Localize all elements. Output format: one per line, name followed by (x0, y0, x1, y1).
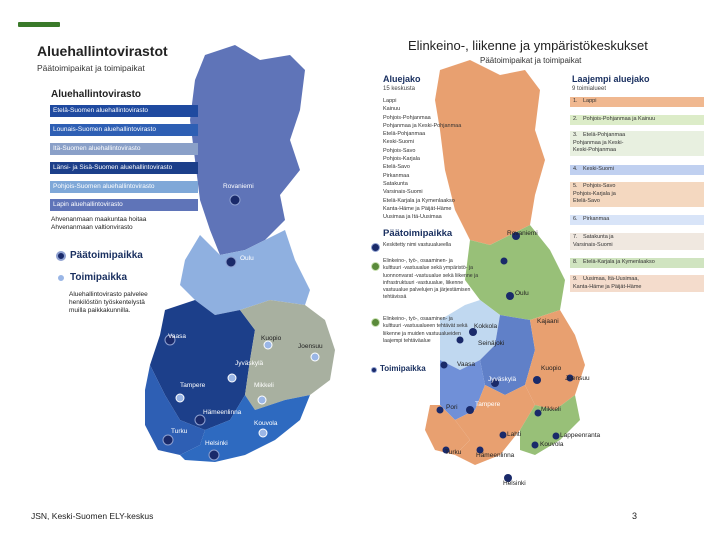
ely-main-desc1: Keskitetty nimi vastuualueella (383, 242, 452, 248)
ely-region-item: Keski-Suomi (383, 139, 414, 146)
ely-region-item: Lappi (383, 98, 397, 104)
ely-area-box (570, 233, 704, 250)
ely-region-item: Varsinais-Suomi (383, 189, 423, 196)
city-ely: Vaasa (457, 361, 475, 368)
city-mikkeli: Mikkeli (254, 382, 274, 389)
ely-legend-main: Päätoimipaikka (383, 228, 453, 239)
ely-branch-dot (371, 367, 377, 373)
ely-area-box (570, 165, 704, 175)
ely-area-box (570, 275, 704, 292)
ely-area-box (570, 215, 704, 225)
city-helsinki: Helsinki (205, 440, 228, 447)
ely-col2-heading: Laajempi aluejako (572, 74, 650, 84)
avi-subtitle: Päätoimipaikat ja toimipaikat (37, 63, 145, 73)
ely-area-text: Pohjois-Pohjanmaa ja Kainuu (583, 116, 656, 122)
ely-region-item: Pohjois-Savo (383, 147, 416, 154)
city-ely: Joensuu (565, 375, 590, 382)
ely-region-item: Satakunta (383, 180, 408, 187)
ely-area-text: Lappi (583, 98, 597, 104)
ely-col2-sub: 9 toimialueet (572, 86, 607, 92)
city-turku: Turku (171, 428, 188, 435)
avi-list-heading: Aluehallintovirasto (51, 89, 142, 100)
ely-region-item: Etelä-Karjala ja Kymenlaakso (383, 197, 455, 204)
city-rovaniemi: Rovaniemi (223, 183, 254, 190)
ely-area-box (570, 97, 704, 107)
avi-item-pohjois: Pohjois-Suomen aluehallintovirasto (50, 181, 198, 193)
ely-area-text: Pohjois-Savo Pohjois-Karjala ja Etelä-Savo (573, 183, 616, 204)
city-tampere: Tampere (180, 382, 206, 389)
ely-area-box (570, 182, 704, 207)
ely-region-item: Uusimaa ja Itä-Uusimaa (383, 214, 442, 221)
ely-region-item: Pirkanmaa (383, 172, 410, 179)
ely-title: Elinkeino-, liikenne ja ympäristökeskukset (408, 38, 648, 53)
region-ita (240, 300, 335, 410)
city-hameenlinna: Hämeenlinna (203, 409, 242, 416)
ely-area-num: 2. (573, 116, 578, 122)
ely-area-num: 1. (573, 98, 578, 104)
ely-area-num: 5. (573, 183, 578, 189)
avi-branch-dot (56, 273, 66, 283)
ely-col1-heading: Aluejako (383, 74, 421, 84)
ely-area-text: Keski-Suomi (583, 166, 614, 172)
avi-item-lappi: Lapin aluehallintovirasto (50, 199, 198, 211)
city-ely: Seinäjoki (478, 340, 505, 347)
ely-region-item: Pohjanmaa ja Keski-Pohjanmaa (383, 122, 462, 129)
ely-area-text: Pirkanmaa (583, 216, 610, 222)
ely-area-text: Etelä-Karjala ja Kymenlaakso (583, 259, 655, 265)
avi-title: Aluehallintovirastot (37, 43, 168, 59)
avi-main-office-dot (56, 251, 66, 261)
city-ely: Kuopio (541, 365, 562, 372)
ely-area-box (570, 131, 704, 156)
avi-item-lounais: Lounais-Suomen aluehallintovirasto (50, 124, 198, 136)
ely-region-item: Pohjois-Karjala (383, 156, 420, 163)
page-number: 3 (632, 511, 638, 521)
city-jyvaskyla: Jyväskylä (235, 360, 264, 367)
city-kuopio: Kuopio (261, 335, 282, 342)
city-ely: Kouvola (540, 441, 564, 448)
city-ely: Turku (445, 449, 462, 456)
ely-region-item: Pohjois-Pohjanmaa (383, 114, 431, 121)
city-ely: Jyväskylä (488, 376, 517, 383)
ely-main-desc2: Elinkeino-, työ-, osaaminen- ja kulttuuri -vastuualue sekä ympäristö- ja luonnonvarat -vastuualue sekä liikenne ja infrastruktuuri -vastuualue, liikenne vastuualue palvelujen ja järjestämisen tehtävissä (383, 258, 479, 301)
ely-area-box (570, 258, 704, 268)
city-ely: Oulu (515, 290, 529, 297)
ely-main-dot (371, 243, 380, 252)
city-ely: Lahti (507, 431, 522, 438)
city-ely: Kokkola (474, 323, 498, 330)
city-ely: Hämeenlinna (476, 452, 515, 459)
ely-legend-branch: Toimipaikka (380, 364, 426, 373)
ely-region-list (383, 97, 461, 221)
city-ely: Kajaani (537, 318, 559, 325)
ely-area-num: 3. (573, 132, 578, 138)
city-vaasa: Vaasa (168, 333, 186, 340)
city-ely: Tampere (475, 401, 501, 408)
ely-green-dot (371, 262, 380, 271)
ely-region-item: Etelä-Savo (383, 164, 410, 171)
ely-subtitle: Päätoimipaikat ja toimipaikat (480, 56, 582, 65)
city-ely: Pori (446, 404, 458, 411)
avi-item-etela: Etelä-Suomen aluehallintovirasto (50, 105, 198, 117)
avi-item-lansi: Länsi- ja Sisä-Suomen aluehallintovirasto (50, 162, 198, 174)
city-ely: Rovaniemi (507, 230, 538, 237)
footer-source: JSN, Keski-Suomen ELY-keskus (31, 511, 154, 521)
ely-area-text: Uusimaa, Itä-Uusimaa, Kanta-Häme ja Päijät-Häme (573, 276, 642, 290)
city-joensuu: Joensuu (298, 343, 323, 350)
ely-area-num: 6. (573, 216, 578, 222)
avi-note-service: Aluehallintovirasto palvelee henkilöstön työskentelystä muilla paikkakunnilla. (69, 291, 148, 314)
ely-area-num: 9. (573, 276, 578, 282)
avi-note-ahvenanmaa: Ahvenanmaan maakuntaa hoitaa Ahvenanmaan valtionvirasto (51, 216, 147, 231)
ely-green-dot (371, 318, 380, 327)
avi-legend-main: Päätoimipaikka (70, 250, 143, 261)
ely-area-box (570, 115, 704, 125)
ely-col1-sub: 15 keskusta (383, 86, 416, 92)
ely-area-num: 4. (573, 166, 578, 172)
ely-region-item: Etelä-Pohjanmaa (383, 131, 426, 138)
ely-area-text: Satakunta ja Varsinais-Suomi (573, 234, 614, 248)
avi-legend-branch: Toimipaikka (70, 272, 128, 283)
ely-area-num: 8. (573, 259, 578, 265)
ely-area-text: Etelä-Pohjanmaa Pohjanmaa ja Keski- Keski-Pohjanmaa (573, 132, 626, 153)
city-oulu: Oulu (240, 255, 254, 262)
ely-area-num: 7. (573, 234, 578, 240)
ely-region-item: Kainuu (383, 106, 401, 113)
region-ely-savo (525, 310, 585, 410)
city-ely: Helsinki (503, 480, 526, 487)
ely-main-desc3: Elinkeino-, työ-, osaaminen- ja kulttuuri -vastuualueen tehtävät sekä liikenne ja muiden vastuualueiden laajempi tehtäväalue (383, 316, 468, 344)
region-lapland (190, 45, 305, 255)
city-ely: Lappeenranta (560, 432, 601, 439)
city-ely: Mikkeli (541, 406, 561, 413)
city-kouvola: Kouvola (254, 420, 278, 427)
ely-region-item: Kanta-Häme ja Päijät-Häme (383, 205, 452, 212)
avi-item-ita: Itä-Suomen aluehallintovirasto (50, 143, 198, 155)
